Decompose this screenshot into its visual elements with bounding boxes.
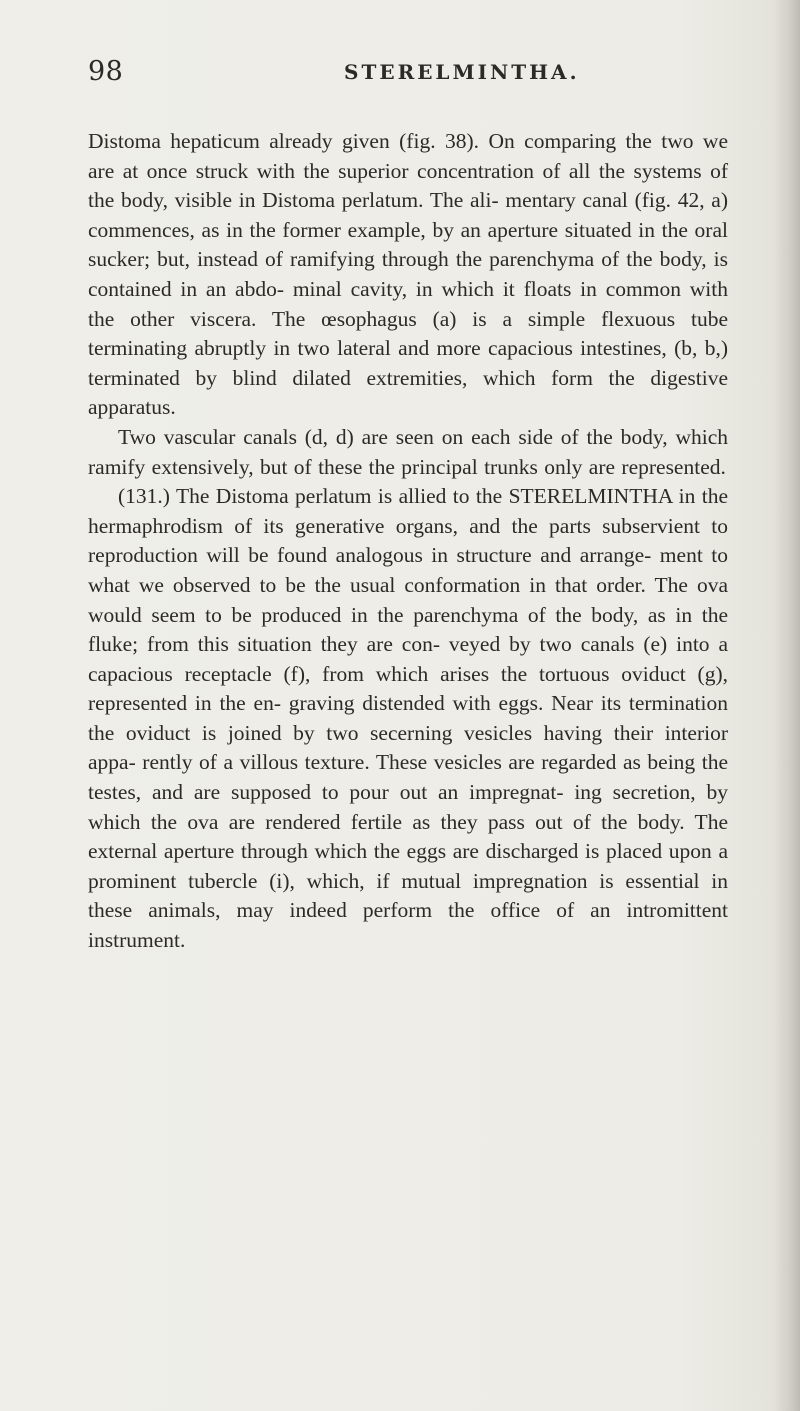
paragraph-continued: Distoma hepaticum already given (fig. 38). On comparing the two we are at once struck with the superior concentration of all the systems of the body, visible in Distoma perlatum. The ali- mentary canal (fig. 42, a) commences, as in the former example, by an aperture situated in the oral sucker; but, instead of ramifying through the parenchyma of the body, is contained in an abdo- minal cavity, in which it floats in common with the other viscera. The œsophagus (a) is a simple flexuous tube terminating abruptly in two lateral and more capacious intestines, (b, b,) terminated by blind dilated extremities, which form the digestive apparatus. [88, 129, 728, 420]
body-text [88, 127, 728, 956]
page-number: 98 [88, 56, 124, 87]
running-head: STERELMINTHA. [344, 60, 580, 84]
paragraph-vascular-canals: Two vascular canals (d, d) are seen on each side of the body, which ramify extensively, but of these the principal trunks only are represented. [88, 424, 728, 479]
paragraph-131: (131.) The Distoma perlatum is allied to the STERELMINTHA in the hermaphrodism of its generative organs, and the parts subservient to reproduction will be found analogous in structure and arrange- ment to what we observed to be the usual conformation in that order. The ova would seem to be produced in the parenchyma of the body, as in the fluke; from this situation they are con- veyed by two canals (e) into a capacious receptacle (f), from which arises the tortuous oviduct (g), represented in the en- graving distended with eggs. Near its termination the oviduct is joined by two secerning vesicles having their interior appa- rently of a villous texture. These vesicles are regarded as being the testes, and are supposed to pour out an impregnat- ing secretion, by which the ova are rendered fertile as they pass out of the body. The external aperture through which the eggs are discharged is placed upon a prominent tubercle (i), which, if mutual impregnation is essential in these animals, may indeed perform the office of an intromittent instrument. [88, 484, 728, 953]
page-header [88, 56, 728, 96]
page-edge-shadow [774, 0, 800, 1411]
